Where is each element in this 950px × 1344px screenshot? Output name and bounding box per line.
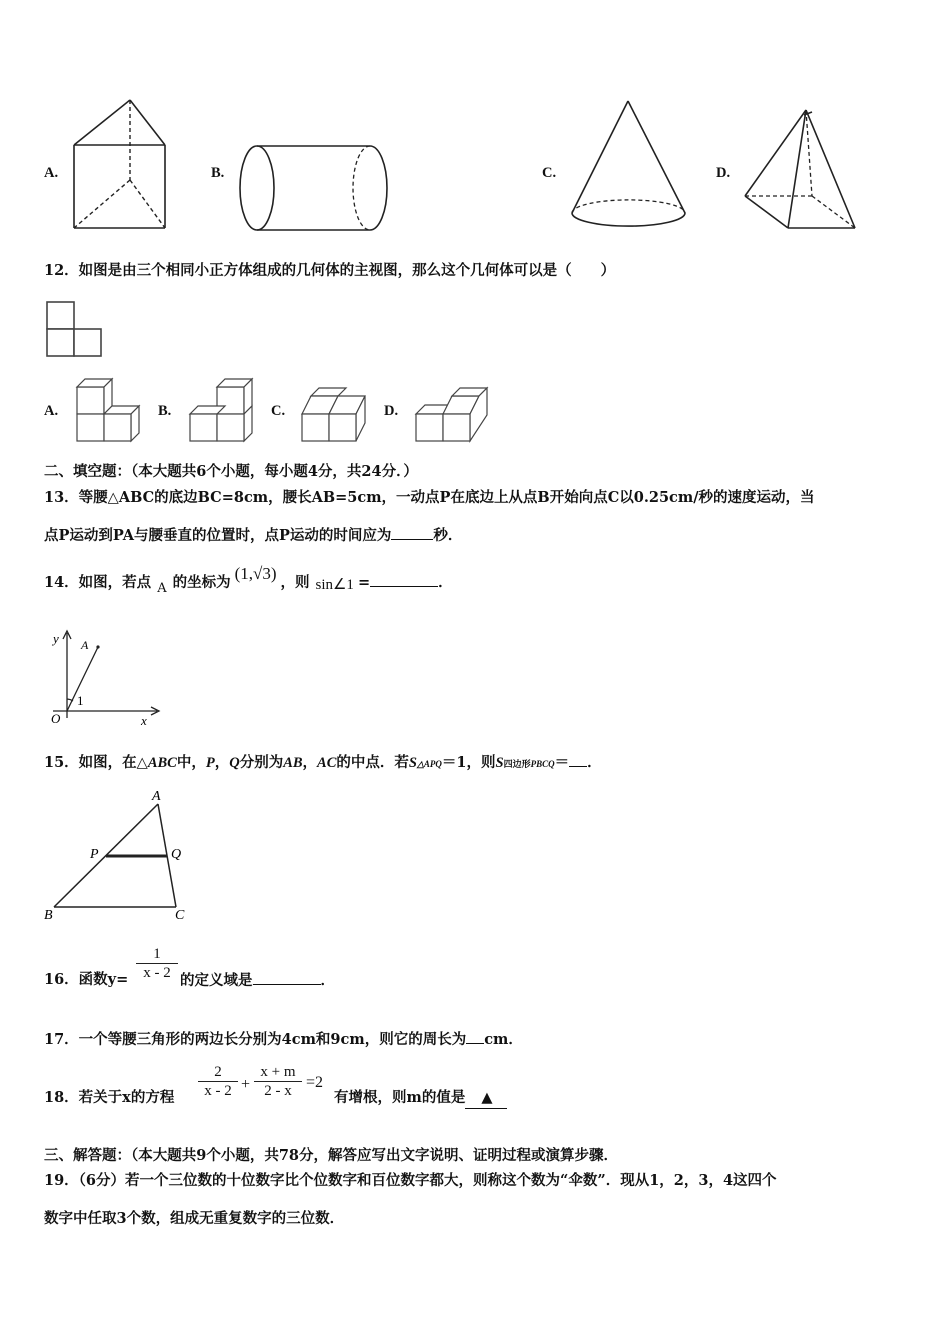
q15-text: 15．如图，在△ABC中，P，Q分别为AB，AC的中点．若S△APQ＝1，则S四边形PBCQ＝ ． [44, 754, 602, 771]
vertex-c-label: C [175, 908, 185, 923]
cubes-option-d [412, 385, 492, 445]
section-3-heading: 三、解答题：（本大题共9个小题，共78分，解答应写出文字说明、证明过程或演算步骤． [44, 1147, 619, 1164]
q18-fraction-1: $\frac{2}{x - 2}$ [198, 1063, 238, 1100]
prism-figure [68, 95, 168, 235]
q13-answer-blank[interactable] [391, 525, 433, 540]
angle-1-label: 1 [77, 693, 84, 708]
cubes-option-c [298, 385, 370, 445]
q18-prefix: 18．若关于x的方程 [44, 1089, 175, 1106]
q14-text: 14．如图，若点 A 的坐标为 (1,√3) ，则 sin∠1 = ． [44, 564, 453, 596]
q15-triangle-figure [40, 785, 200, 925]
q12-option-a-label: A. [44, 403, 59, 419]
cylinder-figure [235, 140, 395, 240]
point-a-label: A [81, 638, 89, 652]
section-2-heading: 二、填空题：（本大题共6个小题，每小题4分，共24分．） [44, 463, 418, 480]
q16-prefix: 16．函数y= [44, 971, 129, 988]
q14-answer-blank[interactable] [370, 572, 438, 587]
q12-option-b-label: B. [158, 403, 172, 419]
q16-fraction: $\frac{1}{x - 2}$ [136, 945, 178, 982]
q13-line2: 点P运动到PA与腰垂直的位置时，点P运动的时间应为 秒． [44, 527, 463, 544]
q16-suffix: 的定义域是 ． [180, 972, 335, 989]
q12-option-c-label: C. [271, 403, 286, 419]
front-view-figure [45, 300, 105, 360]
q12-stem: 12．如图是由三个相同小正方体组成的几何体的主视图，那么这个几何体可以是（ ） [44, 262, 616, 279]
q17-text: 17．一个等腰三角形的两边长分别为4cm和9cm，则它的周长为 cm． [44, 1031, 523, 1048]
q18-equals: =2 [306, 1074, 324, 1091]
q18-plus: + [241, 1076, 251, 1093]
cubes-option-a [73, 373, 145, 445]
option-c-label: C. [542, 165, 557, 181]
q13-line1: 13．等腰△ABC的底边BC=8cm，腰长AB=5cm，一动点P在底边上从点B开始向点C以0.25cm/秒的速度运动，当 [44, 489, 815, 506]
option-b-label: B. [211, 165, 225, 181]
vertex-b-label: B [44, 908, 53, 923]
cone-figure [565, 95, 695, 235]
option-a-label: A. [44, 165, 59, 181]
origin-label: O [51, 711, 61, 726]
cubes-option-b [186, 373, 258, 445]
vertex-a-label: A [152, 789, 161, 804]
pyramid-figure [740, 100, 865, 235]
q17-answer-blank[interactable] [466, 1029, 484, 1044]
q16-answer-blank[interactable] [253, 970, 321, 985]
q18-answer-blank[interactable]: ▲ [465, 1088, 506, 1109]
point-p-label: P [90, 847, 99, 862]
q15-answer-blank[interactable] [569, 752, 587, 767]
q19-line2: 数字中任取3个数，组成无重复数字的三位数． [44, 1210, 345, 1227]
q19-line1: 19．（6分）若一个三位数的十位数字比个位数字和百位数字都大，则称这个数为“伞数”．现从1，2，3，4这四个 [44, 1172, 777, 1189]
y-axis-label: y [53, 631, 59, 646]
q18-fraction-2: $\frac{x + m}{2 - x}$ [254, 1063, 302, 1100]
q12-option-d-label: D. [384, 403, 399, 419]
x-axis-label: x [141, 713, 147, 728]
q14-coordinate-figure [45, 625, 165, 730]
point-q-label: Q [171, 847, 182, 862]
option-d-label: D. [716, 165, 731, 181]
q18-suffix: 有增根，则m的值是 ▲ [334, 1088, 507, 1109]
